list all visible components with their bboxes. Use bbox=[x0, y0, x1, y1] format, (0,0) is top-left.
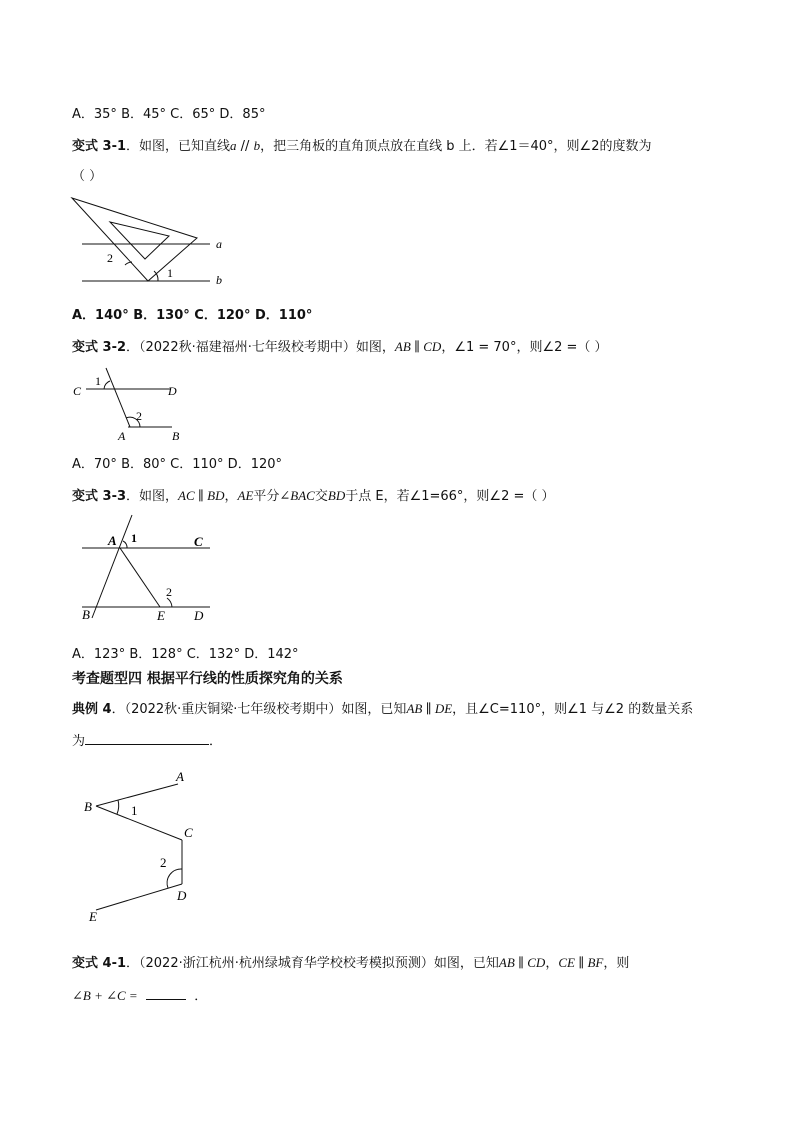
variant-4-1-rel1: AB ∥ CD bbox=[498, 955, 546, 970]
prev-question-options: A．35° B．45° C．65° D．85° bbox=[72, 107, 266, 122]
example-4-text-b: ，且∠C=110°，则∠1 与∠2 的数量关系 bbox=[452, 702, 694, 717]
fig33-label-A: A bbox=[108, 533, 117, 548]
fig4-label-A: A bbox=[176, 769, 184, 784]
variant-3-1-parallel: // bbox=[236, 139, 254, 154]
variant-4-1-rel2: CE ∥ BF bbox=[558, 955, 604, 970]
variant-3-3-text-c: 平分 bbox=[253, 489, 280, 504]
fig31-label-a: a bbox=[216, 237, 222, 251]
fig4-label-C: C bbox=[184, 825, 193, 840]
fig32-label-B: B bbox=[172, 429, 180, 443]
variant-3-1-text-a: ．如图，已知直线 bbox=[126, 139, 231, 154]
variant-3-2-label: 变式 3-2 bbox=[72, 340, 127, 355]
variant-3-2-options: A．70° B．80° C．110° D．120° bbox=[72, 457, 283, 472]
example-4-line2-prefix: 为 bbox=[72, 734, 86, 749]
fig33-label-D: D bbox=[194, 608, 204, 623]
fig33-label-C: C bbox=[194, 534, 203, 549]
fig33-label-E: E bbox=[157, 608, 165, 623]
variant-3-3-label: 变式 3-3 bbox=[72, 489, 127, 504]
fig4-label-1: 1 bbox=[131, 803, 138, 818]
fig32-label-2: 2 bbox=[136, 409, 142, 423]
example-4-text-a: ．（2022秋·重庆铜梁·七年级校考期中）如图，已知 bbox=[111, 702, 407, 717]
fig31-label-2: 2 bbox=[107, 251, 113, 265]
fig32-label-D: D bbox=[168, 384, 177, 398]
variant-3-3-text-d: 交 bbox=[314, 489, 328, 504]
fig4-label-E: E bbox=[89, 909, 97, 924]
variant-4-1-label: 变式 4-1 bbox=[72, 956, 127, 971]
variant-3-3-ae: AE bbox=[237, 488, 254, 503]
variant-4-1-answer-line bbox=[72, 985, 207, 1004]
example-4-line2-suffix: ． bbox=[209, 734, 223, 749]
variant-3-3-text-e: 于点 E，若∠1=66°，则∠2 =（ ） bbox=[345, 489, 555, 504]
variant-3-3-options: A．123° B．128° C．132° D．142° bbox=[72, 647, 299, 662]
variant-4-1-text-b: ，则 bbox=[603, 956, 630, 971]
fig4-segment-bc bbox=[96, 806, 182, 840]
variant-4-1-line2-prefix: ∠B + ∠C = bbox=[72, 988, 138, 1003]
fig32-label-1: 1 bbox=[95, 374, 101, 388]
variant-3-2-text-a: ．（2022秋·福建福州·七年级校考期中）如图， bbox=[126, 340, 395, 355]
variant-3-1-text-b: ，把三角板的直角顶点放在直线 b 上．若∠1＝40°，则∠2的度数为 bbox=[260, 139, 652, 154]
fig4-label-D: D bbox=[177, 888, 187, 903]
variant-4-1-text-a: ．（2022·浙江杭州·杭州绿城育华学校校考模拟预测）如图，已知 bbox=[126, 956, 499, 971]
fig31-label-1: 1 bbox=[167, 266, 173, 280]
fig4-arc-1 bbox=[117, 800, 119, 814]
variant-3-3-text-a: ．如图， bbox=[126, 489, 179, 504]
fig4-segment-de bbox=[96, 884, 182, 910]
fig33-label-1: 1 bbox=[131, 531, 137, 545]
variant-3-1-label: 变式 3-1 bbox=[72, 139, 127, 154]
variant-3-3-bd: BD bbox=[327, 488, 346, 503]
variant-3-1-var-a: a bbox=[230, 138, 237, 153]
variant-3-1-var-b: b bbox=[253, 138, 261, 153]
fig4-label-B: B bbox=[84, 799, 92, 814]
fig32-label-A: A bbox=[118, 429, 126, 443]
variant-3-1-paren: （ ） bbox=[72, 169, 103, 184]
variant-4-1-sep: ， bbox=[545, 956, 559, 971]
variant-3-3-rel1: AC ∥ BD bbox=[178, 488, 225, 503]
fig33-label-B: B bbox=[82, 607, 90, 622]
variant-3-1-options: A．140° B．130° C．120° D．110° bbox=[72, 308, 313, 323]
variant-4-1-question bbox=[72, 952, 629, 971]
section-heading: 考查题型四 根据平行线的性质探究角的关系 bbox=[72, 671, 343, 687]
fig33-label-2: 2 bbox=[166, 585, 172, 599]
variant-3-2-relation: AB ∥ CD bbox=[394, 339, 442, 354]
variant-4-1-answer-blank[interactable] bbox=[146, 987, 186, 1000]
variant-4-1-line2-suffix: ． bbox=[194, 989, 208, 1004]
variant-3-3-text-b: ， bbox=[224, 489, 238, 504]
example-4-label: 典例 4 bbox=[72, 702, 112, 717]
fig32-label-C: C bbox=[73, 384, 82, 398]
fig31-label-b: b bbox=[216, 273, 222, 287]
fig4-label-2: 2 bbox=[160, 855, 167, 870]
variant-3-2-text-b: ，∠1 = 70°，则∠2 =（ ） bbox=[441, 340, 608, 355]
example-4-relation: AB ∥ DE bbox=[406, 701, 453, 716]
variant-3-3-angle: ∠BAC bbox=[279, 488, 315, 503]
